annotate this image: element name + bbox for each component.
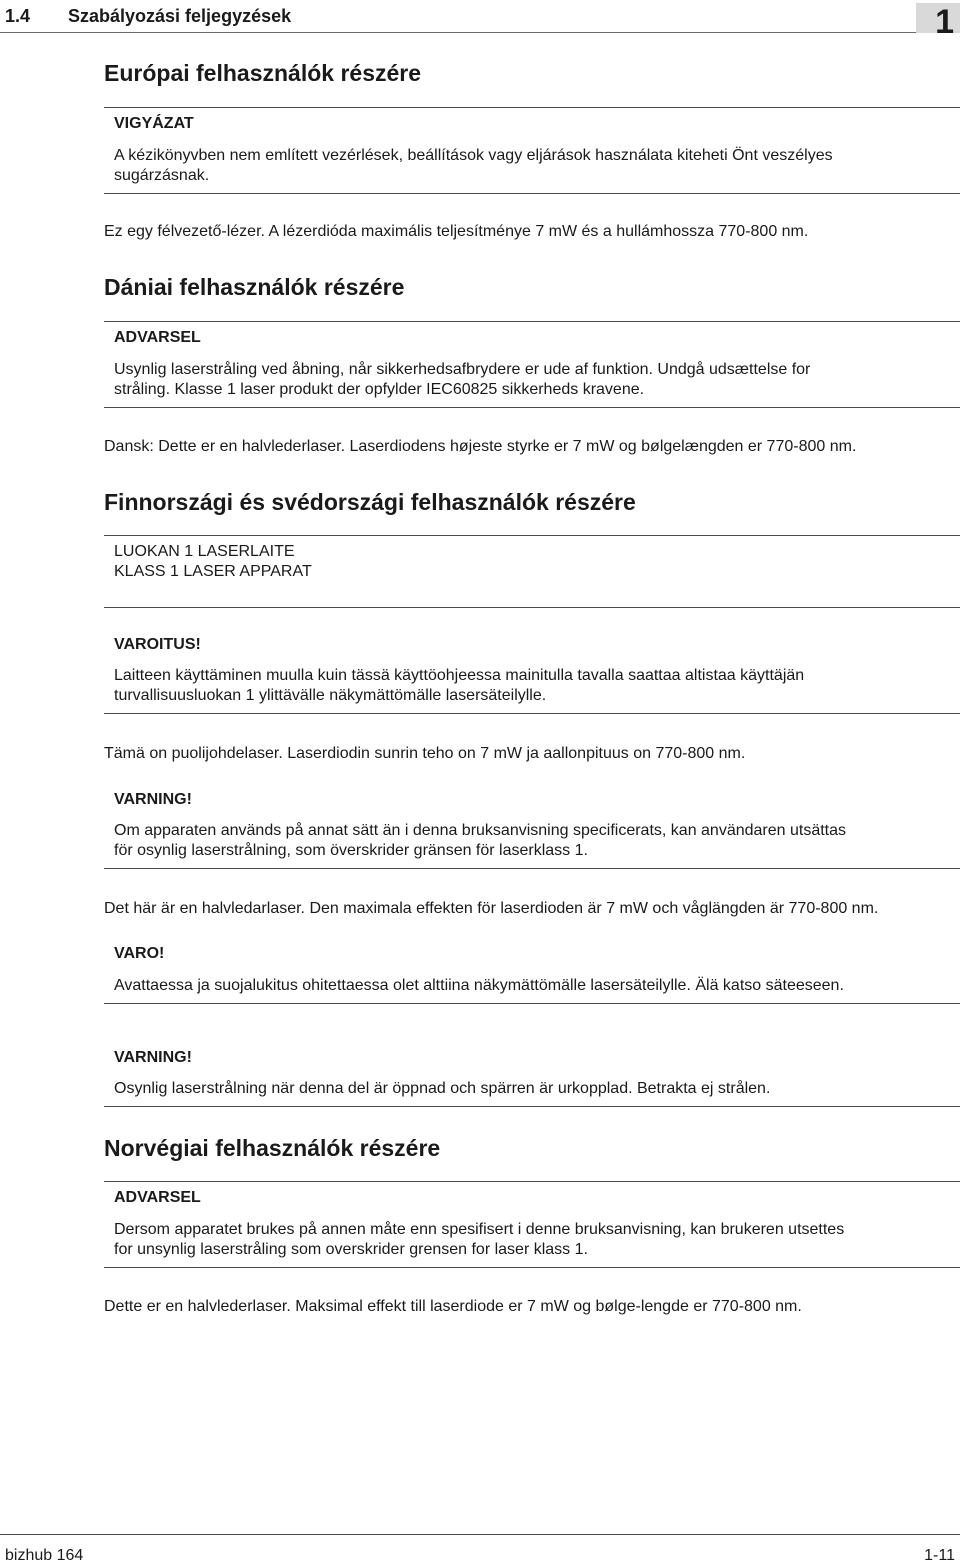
note-rule-bottom: [104, 193, 960, 194]
class-label-swedish: KLASS 1 LASER APPARAT: [114, 563, 312, 580]
footer-page-number: 1-11: [924, 1547, 955, 1564]
eu-laser-statement: Ez egy félvezető-lézer. A lézerdióda maximális teljesítménye 7 mW és a hullámhossza 770-800 nm.: [104, 223, 809, 240]
advarsel-no-title: ADVARSEL: [114, 1189, 201, 1206]
varoitus-text-line-1: Laitteen käyttäminen muulla kuin tässä käyttöohjeessa mainitulla tavalla saattaa altistaa käyttäjän: [114, 667, 805, 684]
no-laser-statement: Dette er en halvlederlaser. Maksimal effekt till laserdiode er 7 mW og bølge-lengde er 770-800 nm.: [104, 1298, 802, 1315]
varo-title: VARO!: [114, 945, 165, 962]
caution-text-line-2: sugárzásnak.: [114, 167, 210, 184]
section-title: Szabályozási feljegyzések: [68, 6, 292, 26]
varning-text-line-2: för osynlig laserstrålning, som överskrider gränsen för laserklass 1.: [114, 842, 588, 859]
header-rule: [0, 32, 916, 33]
note-rule-top: [104, 107, 960, 108]
varning-2-title: VARNING!: [114, 1049, 192, 1066]
heading-european-users: Európai felhasználók részére: [104, 60, 422, 86]
chapter-tab: [916, 3, 960, 41]
chapter-number: 1: [935, 3, 954, 41]
footer-rule: [0, 1534, 960, 1535]
note-rule-bottom: [104, 407, 960, 408]
fi-laser-statement: Tämä on puolijohdelaser. Laserdiodin sunrin teho on 7 mW ja aallonpituus on 770-800 nm.: [104, 745, 746, 762]
advarsel-title: ADVARSEL: [114, 329, 201, 346]
heading-danish-users: Dániai felhasználók részére: [104, 274, 405, 300]
varoitus-title: VAROITUS!: [114, 636, 201, 653]
varning-title: VARNING!: [114, 791, 192, 808]
varo-text: Avattaessa ja suojalukitus ohitettaessa olet alttiina näkymättömälle lasersäteilylle. Älä katso säteeseen.: [114, 977, 844, 994]
heading-norwegian-users: Norvégiai felhasználók részére: [104, 1135, 441, 1161]
class-rule-bottom: [104, 607, 960, 608]
note-rule-bottom: [104, 713, 960, 714]
section-number: 1.4: [5, 6, 31, 26]
se-laser-statement: Det här är en halvledarlaser. Den maximala effekten för laserdioden är 7 mW och våglängden är 770-800 nm.: [104, 900, 879, 917]
advarsel-text-line-1: Usynlig laserstråling ved åbning, når sikkerhedsafbrydere er ude af funktion. Undgå udsættelse for: [114, 361, 811, 378]
note-rule-bottom: [104, 1003, 960, 1004]
varning-text-line-1: Om apparaten används på annat sätt än i denna bruksanvisning specificerats, kan användaren utsättas: [114, 822, 847, 839]
advarsel-no-text-line-1: Dersom apparatet brukes på annen måte enn spesifisert i denne bruksanvisning, kan brukeren utsettes: [114, 1221, 845, 1238]
caution-text-line-1: A kézikönyvben nem említett vezérlések, beállítások vagy eljárások használata kiteheti Önt veszélyes: [114, 147, 833, 164]
note-rule-top: [104, 321, 960, 322]
varoitus-text-line-2: turvallisuusluokan 1 ylittävälle näkymättömälle lasersäteilylle.: [114, 687, 547, 704]
note-rule-bottom: [104, 868, 960, 869]
class-rule-top: [104, 535, 960, 536]
advarsel-no-text-line-2: for unsynlig laserstråling som overskrider grensen for laser klass 1.: [114, 1241, 588, 1258]
note-rule-bottom: [104, 1106, 960, 1107]
note-rule-bottom: [104, 1267, 960, 1268]
class-label-finnish: LUOKAN 1 LASERLAITE: [114, 543, 295, 560]
heading-finnish-swedish-users: Finnországi és svédországi felhasználók részére: [104, 489, 636, 515]
dk-laser-statement: Dansk: Dette er en halvlederlaser. Laserdiodens højeste styrke er 7 mW og bølgelængden er 770-800 nm.: [104, 438, 857, 455]
page-header: [0, 0, 960, 40]
varning-2-text: Osynlig laserstrålning när denna del är öppnad och spärren är urkopplad. Betrakta ej strålen.: [114, 1080, 771, 1097]
footer-product-name: bizhub 164: [5, 1547, 84, 1564]
caution-title: VIGYÁZAT: [114, 115, 194, 132]
advarsel-text-line-2: stråling. Klasse 1 laser produkt der opfylder IEC60825 sikkerheds kravene.: [114, 381, 645, 398]
note-rule-top: [104, 1181, 960, 1182]
